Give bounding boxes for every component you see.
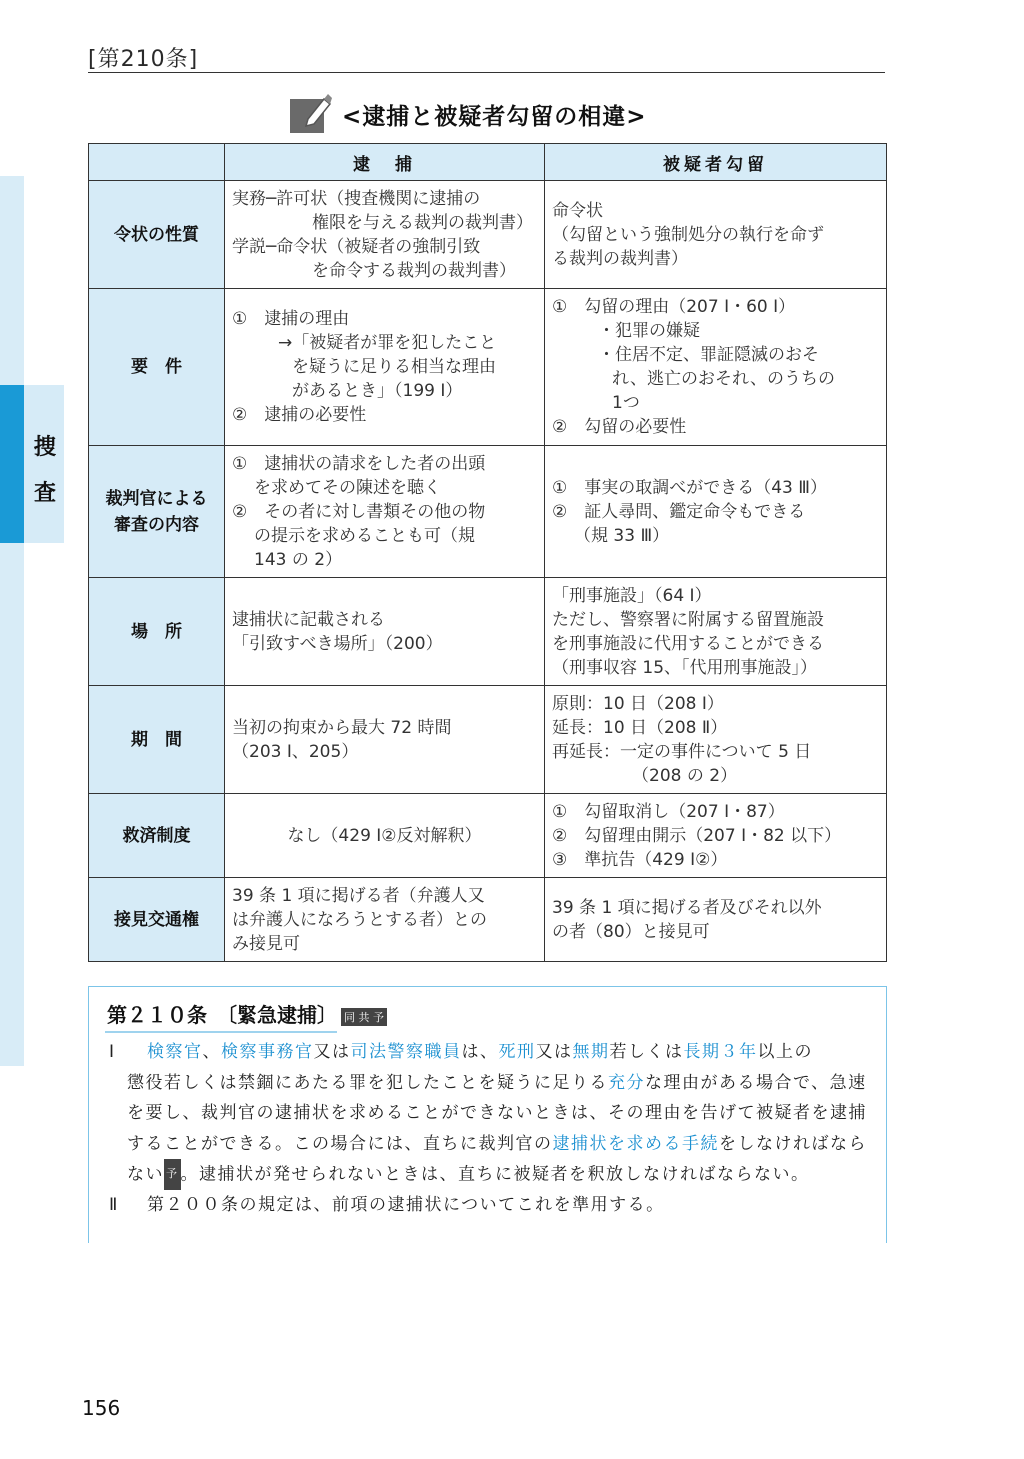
memo-pencil-icon [288,93,332,135]
section-title: <逮捕と被疑者勾留の相違> [342,103,647,130]
article-header: [第210条] [88,47,199,72]
side-tab-label[interactable] [30,425,60,517]
side-tab-accent [0,385,24,543]
row-header: 救済制度 [89,794,225,878]
arrest-cell: 当初の拘束から最大 72 時間 （203 Ⅰ、205） [225,686,545,794]
detention-cell: ① 事実の取調べができる（43 Ⅲ） ② 証人尋問、鑑定命令もできる （規 33 Ⅲ） [545,446,887,578]
detention-cell: ① 勾留取消し（207 Ⅰ・87） ② 勾留理由開示（207 Ⅰ・82 以下） ③ 準抗告（429 Ⅰ②） [545,794,887,878]
arrest-cell: 実務─許可状（捜査機関に逮捕の 権限を与える裁判の裁判書） 学説─命令状（被疑者の強制引致 を命令する裁判の裁判書） [225,181,545,289]
detention-cell: 命令状 （勾留という強制処分の執行を命ず る裁判の裁判書） [545,181,887,289]
article-box [88,986,887,1243]
table-row [89,181,887,289]
detention-cell: 原則：10 日（208 Ⅰ） 延長：10 日（208 Ⅱ） 再延長：一定の事件について 5 日 （208 の 2） [545,686,887,794]
article-body [109,1037,879,1220]
row-header: 接見交通権 [89,878,225,962]
arrest-cell: なし（429 Ⅰ②反対解釈） [225,794,545,878]
row-header: 令状の性質 [89,181,225,289]
side-tab-background [0,176,24,1066]
table-row [89,878,887,962]
table-row [89,578,887,686]
table-header-row [89,144,887,181]
side-tab-char: 捜 [33,435,56,460]
paragraph-number: Ⅱ [109,1194,119,1215]
corner-cell [89,144,225,181]
table-row [89,686,887,794]
paragraph-1: Ⅰ 検察官、検察事務官又は司法警察職員は、死刑又は無期若しくは長期３年以上の 懲役若しくは禁錮にあたる罪を犯したことを疑うに足りる充分な理由がある場合で、急速を要し、裁判官の逮捕状を求めることができないときは、その理由を告げて被疑者を逮捕することができる。この場合には、直ちに裁判官の逮捕状を求める手続をしなければならない 予 。逮捕状が発せられないときは、直ちに被疑者を釈放しなければならない。 [109,1037,879,1190]
paragraph-2: Ⅱ 第２００条の規定は、前項の逮捕状についてこれを準用する。 [109,1190,879,1221]
header-rule [88,72,885,73]
comparison-table [88,143,887,962]
arrest-cell: 39 条 1 項に掲げる者（弁護人又 は弁護人になろうとする者）との み接見可 [225,878,545,962]
paragraph-number: Ⅰ [109,1042,116,1062]
arrest-cell: 逮捕状に記載される 「引致すべき場所」（200） [225,578,545,686]
detention-cell: 「刑事施設」（64 Ⅰ） ただし、警察署に附属する留置施設 を刑事施設に代用することができる （刑事収容 15、「代用刑事施設」） [545,578,887,686]
section-heading [288,92,647,136]
detention-cell: ① 勾留の理由（207 Ⅰ・60 Ⅰ） ・犯罪の嫌疑 ・住居不定、罪証隠滅のおそ れ、逃亡のおそれ、のうちの 1つ ② 勾留の必要性 [545,289,887,446]
inline-tag-badge: 予 [164,1159,181,1190]
table-row [89,794,887,878]
arrest-cell: ① 逮捕の理由 →「被疑者が罪を犯したこと を疑うに足りる相当な理由 があるとき」（199 Ⅰ） ② 逮捕の必要性 [225,289,545,446]
arrest-cell: ① 逮捕状の請求をした者の出頭 を求めてその陳述を聴く ② その者に対し書類その他の物 の提示を求めることも可（規 143 の 2） [225,446,545,578]
row-header: 要 件 [89,289,225,446]
article-title: 第２１０条 〔緊急逮捕〕 同 共 予 [107,999,387,1028]
detention-cell: 39 条 1 項に掲げる者及びそれ以外 の者（80）と接見可 [545,878,887,962]
column-header-detention: 被疑者勾留 [545,144,887,181]
article-tag-badge: 同 共 予 [341,1008,387,1026]
article-title-rule [105,1031,337,1033]
row-header: 期 間 [89,686,225,794]
table-row [89,289,887,446]
page-number: 156 [82,1396,121,1420]
side-tab-char: 査 [33,481,56,506]
row-header: 場 所 [89,578,225,686]
row-header: 裁判官による 審査の内容 [89,446,225,578]
table-row [89,446,887,578]
column-header-arrest: 逮 捕 [225,144,545,181]
